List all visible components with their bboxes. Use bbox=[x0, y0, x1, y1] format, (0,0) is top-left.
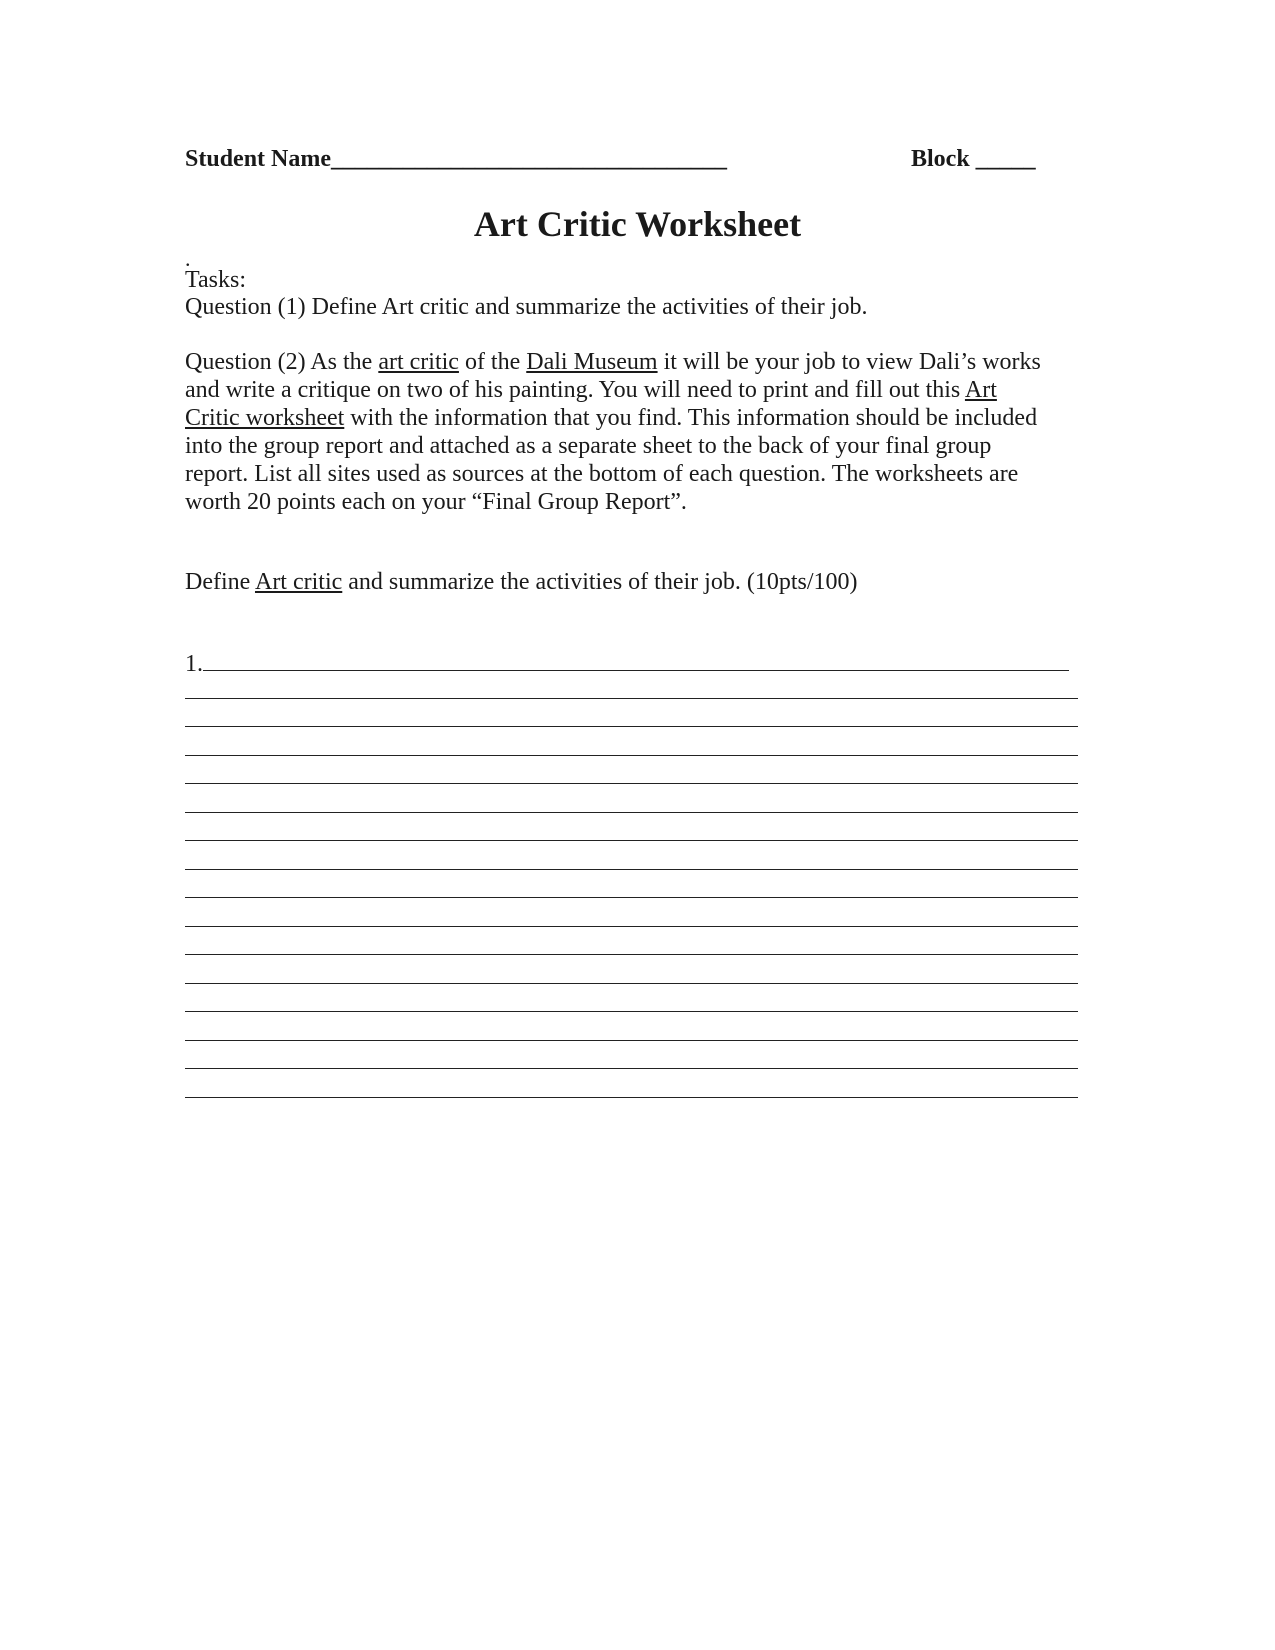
answer-line[interactable] bbox=[185, 870, 1078, 899]
answer-line[interactable] bbox=[185, 756, 1078, 785]
answer-line[interactable] bbox=[185, 955, 1078, 984]
q2-text: it will be your job to view Dali’s works bbox=[657, 349, 1041, 375]
question-2-line-6: worth 20 points each on your “Final Group Report”. bbox=[185, 489, 687, 515]
define-text: and summarize the activities of their job. (10pts/100) bbox=[342, 569, 858, 595]
question-1: Question (1) Define Art critic and summarize the activities of their job. bbox=[185, 294, 868, 320]
answer-line[interactable] bbox=[185, 1041, 1078, 1070]
answer-line[interactable] bbox=[185, 784, 1078, 813]
art-critic-link[interactable]: art critic bbox=[378, 349, 459, 375]
answer-line[interactable] bbox=[185, 813, 1078, 842]
q2-text: Question (2) As the bbox=[185, 349, 379, 375]
stray-dot: . bbox=[185, 246, 191, 271]
tasks-label: Tasks: bbox=[185, 267, 246, 293]
answer-line[interactable] bbox=[185, 1012, 1078, 1041]
q2-text: with the information that you find. This information should be included bbox=[344, 405, 1038, 431]
block-field[interactable]: Block _____ bbox=[911, 146, 1036, 172]
answer-line[interactable] bbox=[185, 841, 1078, 870]
answer-number: 1. bbox=[185, 651, 203, 677]
page-title: Art Critic Worksheet bbox=[473, 204, 802, 244]
question-2-line-2 bbox=[185, 376, 997, 405]
answer-line[interactable] bbox=[185, 898, 1078, 927]
define-prompt bbox=[185, 568, 857, 597]
answer-rule[interactable] bbox=[203, 648, 1069, 671]
answer-line[interactable] bbox=[185, 984, 1078, 1013]
question-2-line-3 bbox=[185, 404, 1037, 433]
question-2-line-1 bbox=[185, 348, 1041, 377]
dali-museum-link[interactable]: Dali Museum bbox=[526, 349, 658, 375]
answer-lines[interactable] bbox=[185, 670, 1078, 1098]
answer-line[interactable] bbox=[185, 727, 1078, 756]
answer-line[interactable] bbox=[185, 927, 1078, 956]
art-critic-define-link[interactable]: Art critic bbox=[254, 569, 343, 595]
question-2-line-4: into the group report and attached as a separate sheet to the back of your final group bbox=[185, 433, 992, 459]
answer-line[interactable] bbox=[185, 1069, 1078, 1098]
q2-text: and write a critique on two of his painting. You will need to print and fill out this bbox=[185, 377, 965, 403]
q2-text: of the bbox=[458, 349, 527, 375]
question-2-line-5: report. List all sites used as sources at the bottom of each question. The worksheets are bbox=[185, 461, 1019, 487]
answer-line[interactable] bbox=[185, 699, 1078, 728]
header-row bbox=[185, 146, 1085, 180]
define-text: Define bbox=[185, 569, 255, 595]
student-name-field[interactable]: Student Name_________________________________ bbox=[185, 146, 728, 172]
art-critic-worksheet-link[interactable]: Art bbox=[964, 377, 997, 403]
art-critic-worksheet-link[interactable]: Critic worksheet bbox=[185, 405, 345, 431]
answer-line[interactable] bbox=[185, 670, 1078, 699]
